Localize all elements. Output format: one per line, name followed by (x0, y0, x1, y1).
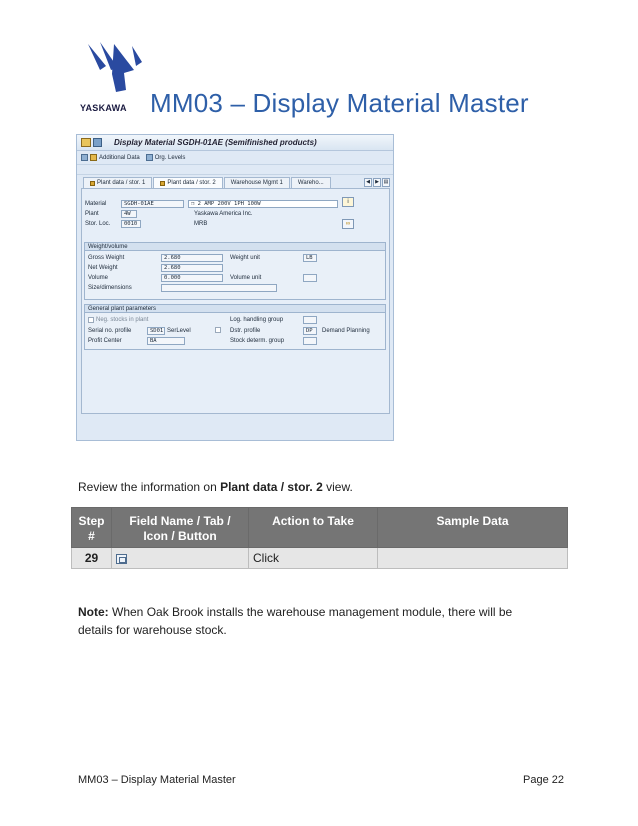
volume-unit-label: Volume unit (230, 275, 262, 281)
sap-toolbar (77, 151, 393, 165)
dstr-profile-field[interactable]: DP (303, 327, 317, 335)
volume-unit-field[interactable] (303, 274, 317, 282)
net-weight-label: Net Weight (88, 265, 118, 271)
volume-label: Volume (88, 275, 109, 281)
volume-field[interactable]: 0.000 (161, 274, 223, 282)
serlevel-label: SerLevel (167, 328, 191, 334)
info-button[interactable] (342, 197, 354, 207)
general-plant-parameters-group (84, 304, 386, 350)
sap-tab-panel (81, 188, 390, 414)
arrow-icon (90, 154, 97, 161)
size-dimensions-label: Size/dimensions (88, 285, 132, 291)
stock-determ-label: Stock determ. group (230, 338, 285, 344)
info-icon: i (347, 199, 349, 205)
copy-icon: ❐ (191, 201, 195, 207)
general-plant-parameters-title: General plant parameters (85, 305, 385, 313)
tab-status-icon (160, 181, 165, 186)
material-label: Material (85, 201, 107, 207)
weight-volume-group (84, 242, 386, 300)
note-text: When Oak Brook installs the warehouse management module, there will be details for warehouse stock. (78, 605, 513, 637)
gross-weight-field[interactable]: 2.680 (161, 254, 223, 262)
table-row (72, 548, 568, 569)
weight-unit-field[interactable]: LB (303, 254, 317, 262)
serial-profile-label: Serial no. profile (88, 328, 132, 334)
sap-title-bar (77, 135, 393, 151)
table-header-row (72, 508, 568, 548)
tab-status-icon (90, 181, 95, 186)
log-handling-field[interactable] (303, 316, 317, 324)
sap-tabs (83, 177, 331, 188)
org-icon (146, 154, 153, 161)
footer-title: MM03 – Display Material Master (78, 774, 236, 786)
dstr-profile-label: Dstr. profile (230, 328, 261, 334)
profit-center-field[interactable]: BA (147, 337, 185, 345)
plant-description: Yaskawa America Inc. (194, 211, 253, 217)
glasses-icon: ∞ (345, 221, 351, 227)
logo-text: YASKAWA (80, 103, 127, 113)
plant-field[interactable]: 4W (121, 210, 137, 218)
header-step: Step # (72, 508, 112, 548)
storloc-field[interactable]: 0010 (121, 220, 141, 228)
steps-table (71, 507, 568, 569)
weight-volume-group-title: Weight/volume (85, 243, 385, 251)
sap-window-title: Display Material SGDH-01AE (Semifinished products) (114, 138, 317, 147)
neg-stocks-checkbox[interactable] (88, 317, 94, 323)
action-cell: Click (249, 548, 378, 569)
note-paragraph (78, 603, 548, 639)
header-action: Action to Take (249, 508, 378, 548)
tab-warehouse-more[interactable]: Wareho... (291, 177, 331, 188)
header-sample-data: Sample Data (378, 508, 568, 548)
org-levels-button[interactable]: Org. Levels (146, 154, 186, 161)
size-dimensions-field[interactable] (161, 284, 277, 292)
tab-plant-data-2[interactable]: Plant data / stor. 2 (153, 177, 222, 188)
stock-determ-field[interactable] (303, 337, 317, 345)
tab-next-icon[interactable]: ▶ (373, 178, 381, 187)
gross-weight-label: Gross Weight (88, 255, 125, 261)
tab-plant-data-1[interactable]: Plant data / stor. 1 (83, 177, 152, 188)
field-cell (112, 548, 249, 569)
header-field-name: Field Name / Tab / Icon / Button (112, 508, 249, 548)
additional-data-button[interactable]: Additional Data (81, 154, 140, 161)
material-description-field: ❐ 2 AMP 200V 1PH 100W (188, 200, 338, 208)
folder-icon (81, 138, 91, 147)
net-weight-field[interactable]: 2.680 (161, 264, 223, 272)
sample-cell (378, 548, 568, 569)
page-title: MM03 – Display Material Master (150, 88, 529, 118)
change-button[interactable] (342, 219, 354, 229)
doc-icon (81, 154, 88, 161)
page-number: Page 22 (523, 774, 564, 786)
display-icon (93, 138, 102, 147)
profit-center-label: Profit Center (88, 338, 122, 344)
storloc-label: Stor. Loc. (85, 221, 111, 227)
view-name: Plant data / stor. 2 (220, 480, 323, 494)
step-number: 29 (72, 548, 112, 569)
plant-label: Plant (85, 211, 99, 217)
intro-paragraph: Review the information on Plant data / stor. 2 view. (78, 480, 353, 494)
weight-unit-label: Weight unit (230, 255, 260, 261)
serlevel-field[interactable] (215, 327, 221, 333)
serial-profile-field[interactable]: SD01 (147, 327, 165, 335)
dstr-profile-description: Demand Planning (322, 328, 370, 334)
storloc-description: MRB (194, 221, 208, 227)
neg-stocks-label: Neg. stocks in plant (96, 317, 149, 323)
sap-screenshot (76, 134, 394, 441)
log-handling-label: Log. handling group (230, 317, 284, 323)
copy-icon (116, 554, 127, 564)
note-label: Note: (78, 605, 109, 619)
tab-list-icon[interactable]: ▤ (383, 179, 389, 185)
tab-prev-icon[interactable]: ◀ (364, 178, 372, 187)
material-field[interactable]: SGDH-01AE (121, 200, 184, 208)
tab-navigation (364, 178, 390, 187)
tab-warehouse-mgmt-1[interactable]: Warehouse Mgmt 1 (224, 177, 290, 188)
